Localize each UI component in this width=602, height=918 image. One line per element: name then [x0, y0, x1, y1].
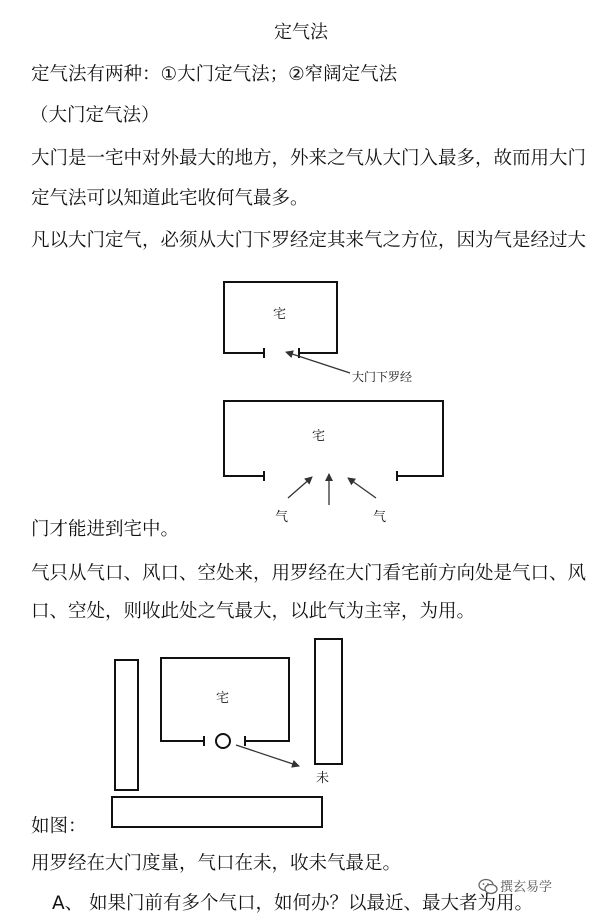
compass-arrow: [286, 352, 350, 373]
figure-3-qi-opening-diagram: [112, 639, 342, 827]
paragraph-line: 凡以大门定气，必须从大门下罗经定其来气之方位，因为气是经过大: [31, 230, 587, 251]
qi-arrow-right: [348, 478, 376, 498]
paragraph-line: 大门是一宅中对外最大的地方，外来之气从大门入最多，故而用大门: [31, 148, 587, 169]
building-left: [115, 660, 138, 790]
paragraph-line: 气只从气口、风口、空处来，用罗经在大门看宅前方向处是气口、风: [31, 563, 587, 584]
paragraph-line: 口、空处，则收此处之气最大，以此气为主宰，为用。: [31, 601, 476, 622]
figure-caption: 如图：: [31, 816, 87, 837]
house-label: 宅: [273, 307, 287, 322]
paragraph-line: 门才能进到宅中。: [31, 519, 180, 540]
house-label: 宅: [216, 691, 230, 706]
building-front: [112, 797, 322, 827]
compass-circle: [216, 734, 230, 748]
qi-label-right: 气: [373, 510, 387, 525]
paragraph-line: 定气法有两种：①大门定气法；②窄阔定气法: [31, 64, 398, 85]
section-heading: （大门定气法）: [30, 105, 160, 126]
wechat-icon: [478, 878, 498, 896]
house-label: 宅: [312, 429, 326, 444]
qi-label-left: 气: [275, 510, 289, 525]
arrow-label: 大门下罗经: [352, 370, 413, 384]
building-right: [315, 639, 342, 764]
direction-arrow: [236, 745, 299, 766]
direction-label: 未: [316, 771, 330, 786]
figure-1-house-door-diagram: [224, 282, 350, 373]
figure-2-qi-entry-diagram: [224, 401, 443, 505]
paragraph-line: 定气法可以知道此宅收何气最多。: [31, 188, 309, 209]
paragraph-line: 用罗经在大门度量，气口在未，收未气最足。: [31, 853, 402, 874]
qi-arrow-left: [288, 477, 312, 498]
watermark-text: 撰玄易学: [500, 880, 553, 895]
house-wall: [224, 401, 443, 476]
list-item-a: A、 如果门前有多个气口，如何办？以最近、最大者为用。: [52, 893, 534, 914]
document-title: 定气法: [274, 22, 328, 43]
